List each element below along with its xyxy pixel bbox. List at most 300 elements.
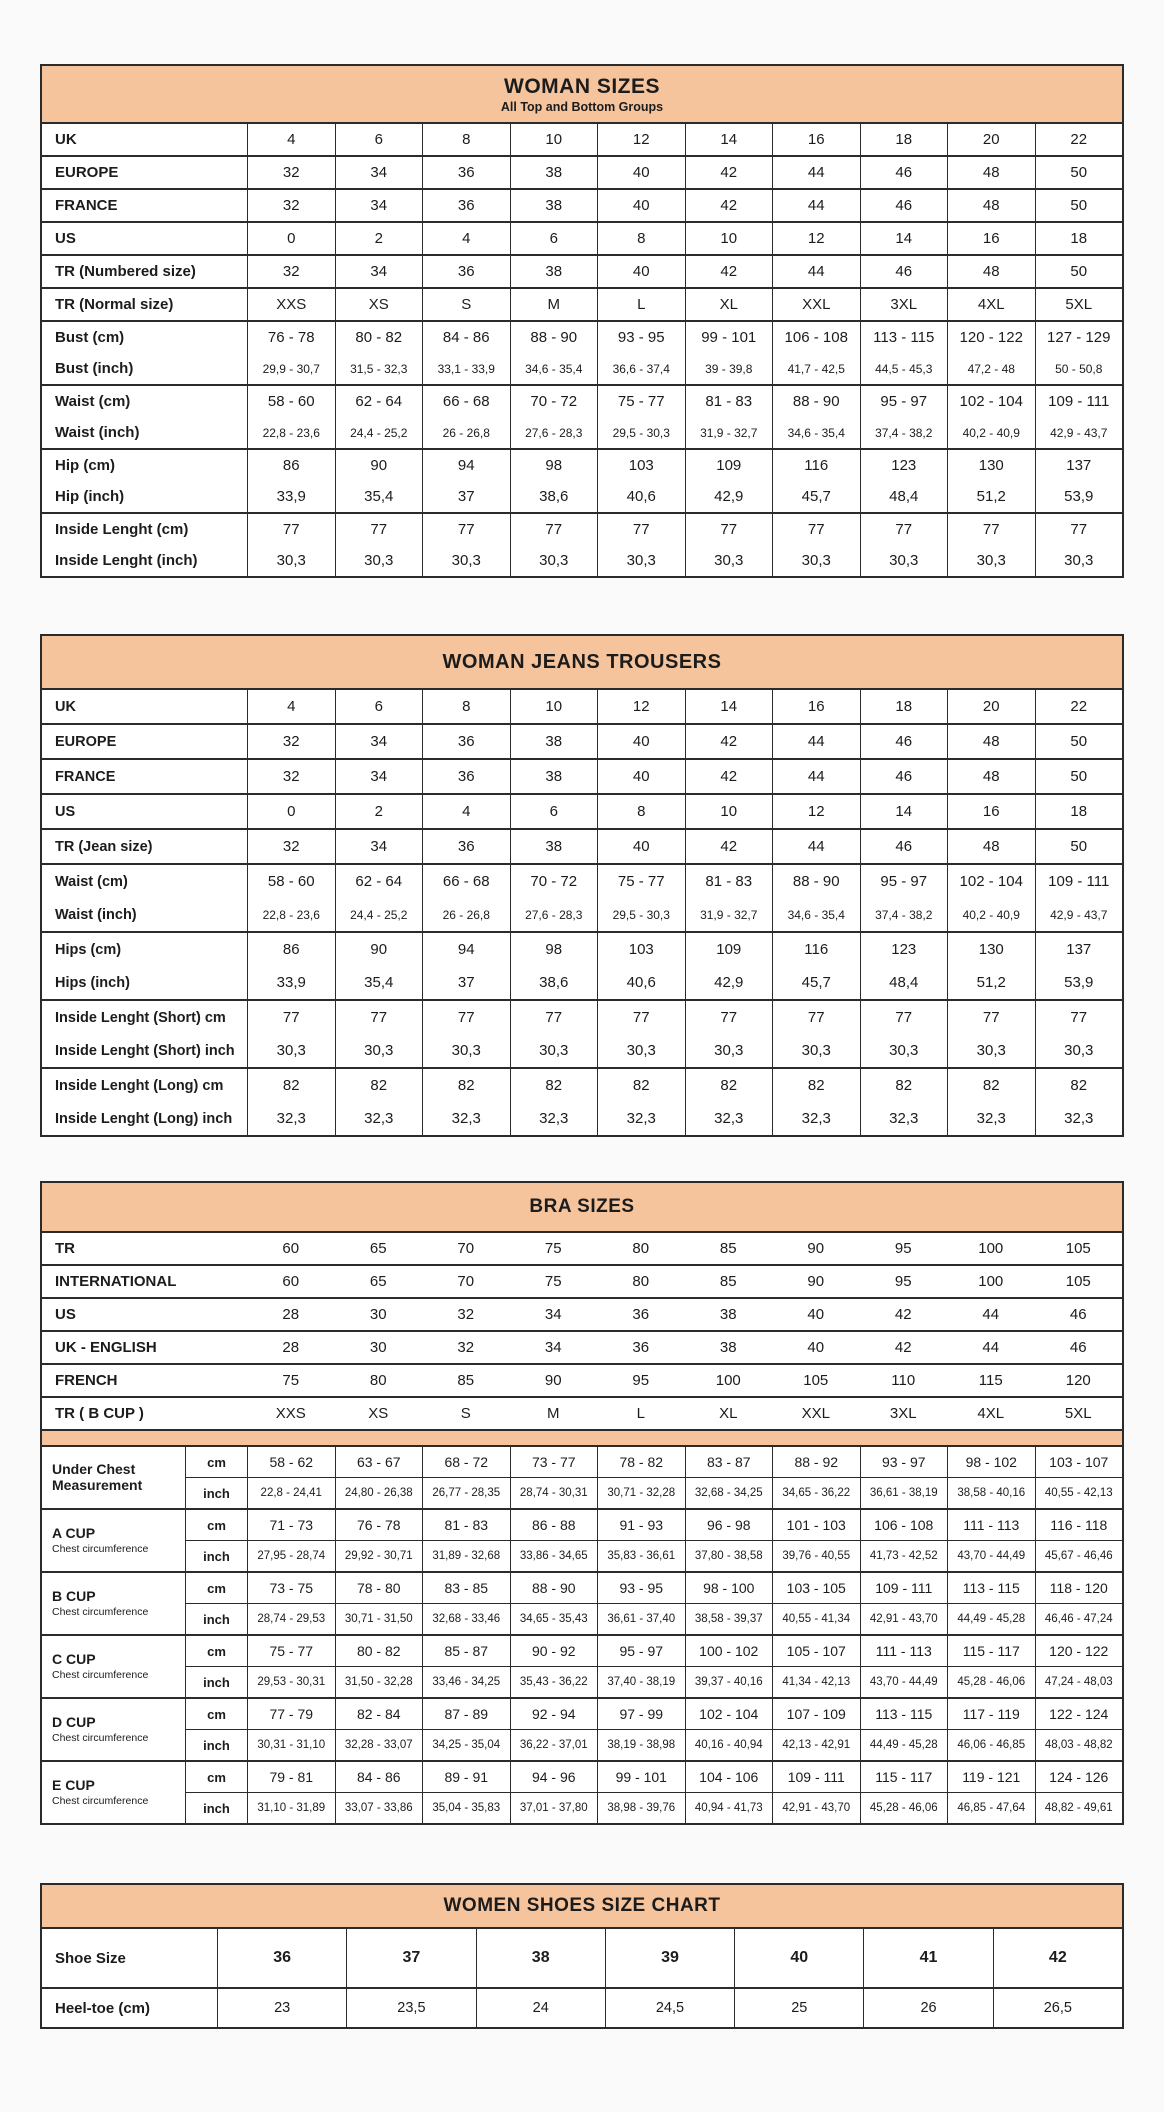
table-cell: 88 - 90 <box>510 322 598 353</box>
table-cell: 44 <box>772 725 860 758</box>
table-cell: XS <box>368 1405 389 1422</box>
row-label: Inside Lenght (inch) <box>55 552 198 569</box>
table-cell: 95 - 97 <box>597 1636 685 1666</box>
table-cell: 27,6 - 28,3 <box>510 417 598 448</box>
table-cell: 82 <box>947 1069 1035 1102</box>
table-cell: 45,28 - 46,06 <box>947 1667 1035 1697</box>
table-cell: 98 - 100 <box>685 1573 773 1603</box>
cup-label-text: D CUP <box>52 1714 96 1731</box>
table-row <box>42 254 1122 287</box>
unit-label: cm <box>185 1699 247 1729</box>
table-cell: 30 <box>369 1339 387 1356</box>
table-cell: 30,3 <box>860 545 948 576</box>
cup-group-label <box>42 1573 185 1634</box>
table-cell: 10 <box>685 795 773 828</box>
table-cell: 12 <box>597 690 685 723</box>
table-row <box>42 966 1122 999</box>
table-cell: 42 <box>685 256 773 287</box>
table-cell: 33,07 - 33,86 <box>335 1793 423 1823</box>
table-cell: XXL <box>801 1405 830 1422</box>
table-cell: 37,80 - 38,58 <box>685 1541 773 1571</box>
table-cell: 28,74 - 29,53 <box>247 1604 335 1634</box>
table-cell: 107 - 109 <box>772 1699 860 1729</box>
table-cell: 24,80 - 26,38 <box>335 1478 423 1508</box>
table-cell: 48 <box>947 760 1035 793</box>
table-cell: XL <box>685 289 773 320</box>
table-cell: 26 <box>863 1989 992 2027</box>
table-cell: 116 - 118 <box>1035 1510 1123 1540</box>
table-cell: 20 <box>947 690 1035 723</box>
table-cell: 109 - 111 <box>772 1762 860 1792</box>
table-cell: 123 <box>860 933 948 966</box>
table-cell: 32,3 <box>860 1102 948 1135</box>
table-cell: 83 - 85 <box>422 1573 510 1603</box>
table-cell: 46,06 - 46,85 <box>947 1730 1035 1760</box>
table-cell: M <box>547 1405 560 1422</box>
table-row <box>42 758 1122 793</box>
table-cell: 75 - 77 <box>597 865 685 898</box>
table-cell: 38 <box>510 256 598 287</box>
cup-label-text: B CUP <box>52 1588 96 1605</box>
bra-sizes-header <box>42 1183 1122 1233</box>
table-cell: 40 <box>807 1306 825 1323</box>
table-row <box>42 1102 1122 1135</box>
table-cell: 65 <box>369 1240 387 1257</box>
table-cell: 127 - 129 <box>1035 322 1123 353</box>
table-cell: 43,70 - 44,49 <box>947 1541 1035 1571</box>
table-cell: 40 <box>597 256 685 287</box>
table-cell: 85 <box>719 1240 737 1257</box>
table-cell: 77 <box>247 514 335 545</box>
table-cell: 98 <box>510 933 598 966</box>
table-cell: 42 <box>894 1339 912 1356</box>
table-cell: 94 <box>422 450 510 481</box>
table-cell: 105 <box>803 1372 829 1389</box>
table-cell: 30,71 - 31,50 <box>335 1604 423 1634</box>
table-cell: 6 <box>510 223 598 254</box>
table-cell: 98 <box>510 450 598 481</box>
table-cell: 32,68 - 34,25 <box>685 1478 773 1508</box>
table-cell: 12 <box>597 124 685 155</box>
table-cell: 51,2 <box>947 481 1035 512</box>
table-cell: 23 <box>217 1989 346 2027</box>
row-label: INTERNATIONAL <box>55 1273 177 1290</box>
table-cell: 44 <box>772 256 860 287</box>
table-cell: 30,3 <box>947 1034 1035 1067</box>
row-label: Shoe Size <box>55 1949 126 1967</box>
table-cell: 28 <box>282 1306 300 1323</box>
unit-label: inch <box>185 1730 247 1760</box>
table-cell: 77 <box>772 1001 860 1034</box>
table-cell: 48,82 - 49,61 <box>1035 1793 1123 1823</box>
table-cell: 6 <box>335 124 423 155</box>
table-cell: 38,6 <box>510 966 598 999</box>
table-cell: 32 <box>247 830 335 863</box>
table-cell: 50 - 50,8 <box>1035 353 1123 384</box>
table-cell: 84 - 86 <box>335 1762 423 1792</box>
table-cell: 77 <box>597 1001 685 1034</box>
unit-label: cm <box>185 1510 247 1540</box>
table-cell: 42 <box>685 725 773 758</box>
cup-row <box>185 1573 1122 1603</box>
table-cell: 30,3 <box>1035 1034 1123 1067</box>
table-cell: 39 - 39,8 <box>685 353 773 384</box>
table-row <box>42 221 1122 254</box>
table-cell: 89 - 91 <box>422 1762 510 1792</box>
table-cell: 4XL <box>947 289 1035 320</box>
bra-sizes-table-frame <box>40 1181 1124 1825</box>
table-title: BRA SIZES <box>529 1196 635 1217</box>
table-cell: 42,9 <box>685 966 773 999</box>
table-cell: 26,5 <box>993 1989 1122 2027</box>
cup-sublabel-text: Chest circumference <box>52 1605 149 1618</box>
table-cell: 39,76 - 40,55 <box>772 1541 860 1571</box>
cup-group-label <box>42 1636 185 1697</box>
table-cell: S <box>422 289 510 320</box>
table-cell: 34,65 - 36,22 <box>772 1478 860 1508</box>
table-cell: 77 <box>947 514 1035 545</box>
table-cell: 12 <box>772 223 860 254</box>
cup-row <box>185 1636 1122 1666</box>
table-cell: 85 - 87 <box>422 1636 510 1666</box>
table-cell: S <box>460 1405 471 1422</box>
table-cell: XL <box>719 1405 738 1422</box>
table-cell: 100 <box>978 1240 1004 1257</box>
cup-sublabel-text: Chest circumference <box>52 1542 149 1555</box>
table-cell: 50 <box>1035 830 1123 863</box>
table-cell: 41,34 - 42,13 <box>772 1667 860 1697</box>
table-cell: 26 - 26,8 <box>422 417 510 448</box>
table-cell: 26 - 26,8 <box>422 898 510 931</box>
table-cell: XXS <box>275 1405 306 1422</box>
row-label: FRENCH <box>55 1372 118 1389</box>
row-label: US <box>55 1306 76 1323</box>
table-cell: 77 <box>422 514 510 545</box>
size-chart-sheet <box>40 64 1124 2029</box>
women-shoes-size-table <box>40 1883 1124 2029</box>
table-cell: 26,77 - 28,35 <box>422 1478 510 1508</box>
table-cell: 38 <box>510 725 598 758</box>
table-row <box>42 448 1122 481</box>
table-cell: 10 <box>510 124 598 155</box>
table-cell: 82 <box>422 1069 510 1102</box>
cup-sublabel-text: Chest circumference <box>52 1794 149 1807</box>
table-cell: 58 - 62 <box>247 1447 335 1477</box>
table-cell: 36 <box>422 725 510 758</box>
table-title: WOMAN JEANS TROUSERS <box>442 650 722 673</box>
table-cell: 6 <box>335 690 423 723</box>
table-cell: 75 <box>544 1240 562 1257</box>
table-cell: 75 - 77 <box>247 1636 335 1666</box>
cup-row <box>185 1447 1122 1477</box>
cup-sublabel-text: Chest circumference <box>52 1731 149 1744</box>
cup-group <box>42 1760 1122 1823</box>
row-label: TR (Jean size) <box>55 838 153 855</box>
table-cell: 70 <box>457 1273 475 1290</box>
table-cell: 24,4 - 25,2 <box>335 898 423 931</box>
table-cell: 28,74 - 30,31 <box>510 1478 598 1508</box>
row-label: TR <box>55 1240 75 1257</box>
unit-label: inch <box>185 1667 247 1697</box>
table-cell: 46,46 - 47,24 <box>1035 1604 1123 1634</box>
unit-label: cm <box>185 1762 247 1792</box>
table-cell: 30,3 <box>772 1034 860 1067</box>
row-label: Inside Lenght (Long) inch <box>55 1110 233 1127</box>
table-cell: 137 <box>1035 933 1123 966</box>
cup-row <box>185 1510 1122 1540</box>
table-cell: 120 <box>1065 1372 1091 1389</box>
cup-row <box>185 1729 1122 1760</box>
table-cell: 70 <box>457 1240 475 1257</box>
table-cell: 75 - 77 <box>597 386 685 417</box>
table-row <box>42 1929 1122 1987</box>
table-cell: 10 <box>685 223 773 254</box>
table-cell: XXL <box>772 289 860 320</box>
table-cell: 30,3 <box>685 545 773 576</box>
peach-separator-band <box>42 1429 1122 1445</box>
table-cell: 33,9 <box>247 481 335 512</box>
table-row <box>42 999 1122 1034</box>
table-cell: 82 <box>335 1069 423 1102</box>
table-cell: 58 - 60 <box>247 865 335 898</box>
table-cell: 77 - 79 <box>247 1699 335 1729</box>
table-cell: 30,3 <box>597 545 685 576</box>
table-cell: 42 <box>993 1929 1122 1987</box>
table-cell: 29,92 - 30,71 <box>335 1541 423 1571</box>
table-cell: 22 <box>1035 690 1123 723</box>
table-cell: 30,31 - 31,10 <box>247 1730 335 1760</box>
table-cell: 46 <box>1069 1306 1087 1323</box>
cup-group-label <box>42 1510 185 1571</box>
table-cell: 33,1 - 33,9 <box>422 353 510 384</box>
table-cell: 100 <box>715 1372 741 1389</box>
table-cell: 36,6 - 37,4 <box>597 353 685 384</box>
table-cell: 34 <box>335 190 423 221</box>
table-cell: 90 <box>335 933 423 966</box>
row-label: Hip (cm) <box>55 457 115 474</box>
table-cell: 38,98 - 39,76 <box>597 1793 685 1823</box>
table-cell: XXS <box>247 289 335 320</box>
table-cell: 34,6 - 35,4 <box>772 898 860 931</box>
table-cell: 113 - 115 <box>860 322 948 353</box>
table-cell: 103 <box>597 450 685 481</box>
table-cell: 119 - 121 <box>947 1762 1035 1792</box>
table-cell: 42 <box>685 760 773 793</box>
table-cell: 34 <box>335 725 423 758</box>
table-cell: 32,3 <box>947 1102 1035 1135</box>
table-cell: 36,22 - 37,01 <box>510 1730 598 1760</box>
table-cell: 93 - 95 <box>597 1573 685 1603</box>
table-cell: 40 <box>734 1929 863 1987</box>
table-cell: 40 <box>597 190 685 221</box>
table-cell: 137 <box>1035 450 1123 481</box>
table-row <box>42 353 1122 384</box>
table-cell: 70 - 72 <box>510 386 598 417</box>
table-cell: 106 - 108 <box>860 1510 948 1540</box>
table-cell: 30,3 <box>335 1034 423 1067</box>
table-cell: 8 <box>597 795 685 828</box>
table-cell: 50 <box>1035 760 1123 793</box>
cup-group <box>42 1571 1122 1634</box>
row-label: UK - ENGLISH <box>55 1339 157 1356</box>
table-row <box>42 287 1122 320</box>
table-cell: 46 <box>860 760 948 793</box>
table-cell: 77 <box>685 514 773 545</box>
table-cell: 105 <box>1065 1240 1091 1257</box>
table-row <box>42 1987 1122 2027</box>
table-row <box>42 1363 1122 1396</box>
table-cell: 44,49 - 45,28 <box>860 1730 948 1760</box>
table-cell: 76 - 78 <box>247 322 335 353</box>
table-cell: 36 <box>422 190 510 221</box>
table-cell: 77 <box>247 1001 335 1034</box>
table-cell: 50 <box>1035 256 1123 287</box>
table-cell: 42,91 - 43,70 <box>772 1793 860 1823</box>
cup-row <box>185 1666 1122 1697</box>
shoes-body <box>42 1929 1122 2027</box>
table-cell: 38 <box>719 1306 737 1323</box>
table-cell: 109 <box>685 933 773 966</box>
table-row <box>42 545 1122 576</box>
cup-group-rows <box>185 1762 1122 1823</box>
table-cell: 16 <box>947 795 1035 828</box>
woman-sizes-table <box>40 64 1124 578</box>
table-cell: 22,8 - 23,6 <box>247 898 335 931</box>
table-cell: 18 <box>1035 223 1123 254</box>
table-cell: 77 <box>335 1001 423 1034</box>
woman-jeans-header <box>42 636 1122 690</box>
table-cell: 40 <box>597 725 685 758</box>
table-cell: 48 <box>947 190 1035 221</box>
table-cell: 111 - 113 <box>947 1510 1035 1540</box>
table-cell: 46 <box>860 157 948 188</box>
table-cell: 14 <box>685 124 773 155</box>
table-row <box>42 512 1122 545</box>
table-cell: 44 <box>772 830 860 863</box>
table-cell: 81 - 83 <box>685 386 773 417</box>
unit-label: cm <box>185 1447 247 1477</box>
table-cell: 45,7 <box>772 481 860 512</box>
table-cell: 35,43 - 36,22 <box>510 1667 598 1697</box>
cup-group-rows <box>185 1447 1122 1508</box>
table-cell: 116 <box>772 933 860 966</box>
table-row <box>42 931 1122 966</box>
table-cell: 30,3 <box>597 1034 685 1067</box>
table-cell: 32,3 <box>685 1102 773 1135</box>
table-cell: 113 - 115 <box>947 1573 1035 1603</box>
table-cell: 45,67 - 46,46 <box>1035 1541 1123 1571</box>
row-label: Waist (cm) <box>55 393 131 410</box>
table-cell: 66 - 68 <box>422 386 510 417</box>
row-label: TR ( B CUP ) <box>55 1405 144 1422</box>
table-cell: 94 <box>422 933 510 966</box>
table-cell: 77 <box>947 1001 1035 1034</box>
table-cell: 103 <box>597 933 685 966</box>
table-cell: 38,58 - 39,37 <box>685 1604 773 1634</box>
table-cell: 16 <box>772 124 860 155</box>
table-row <box>42 320 1122 353</box>
table-cell: 41,73 - 42,52 <box>860 1541 948 1571</box>
cup-sublabel-text: Chest circumference <box>52 1668 149 1681</box>
table-cell: 97 - 99 <box>597 1699 685 1729</box>
bra-sizes-body <box>42 1233 1122 1429</box>
table-cell: 20 <box>947 124 1035 155</box>
row-label: Bust (inch) <box>55 360 134 377</box>
table-cell: 77 <box>597 514 685 545</box>
table-cell: 40,6 <box>597 481 685 512</box>
table-cell: 36,61 - 37,40 <box>597 1604 685 1634</box>
cup-label-text: C CUP <box>52 1651 96 1668</box>
table-cell: 5XL <box>1064 1405 1092 1422</box>
table-cell: 43,70 - 44,49 <box>860 1667 948 1697</box>
table-cell: 32 <box>457 1306 475 1323</box>
table-cell: 38 <box>510 760 598 793</box>
table-cell: 40 <box>807 1339 825 1356</box>
table-cell: 87 - 89 <box>422 1699 510 1729</box>
table-cell: 51,2 <box>947 966 1035 999</box>
table-cell: 48 <box>947 256 1035 287</box>
table-row <box>42 124 1122 155</box>
table-cell: 94 - 96 <box>510 1762 598 1792</box>
table-cell: 29,9 - 30,7 <box>247 353 335 384</box>
table-row <box>42 481 1122 512</box>
table-cell: 32 <box>247 157 335 188</box>
table-cell: 24,5 <box>605 1989 734 2027</box>
table-cell: 30,3 <box>772 545 860 576</box>
row-label: Hips (inch) <box>55 974 130 991</box>
table-cell: 116 <box>772 450 860 481</box>
table-cell: 38,19 - 38,98 <box>597 1730 685 1760</box>
table-cell: 99 - 101 <box>597 1762 685 1792</box>
table-cell: 82 <box>772 1069 860 1102</box>
table-cell: 100 <box>978 1273 1004 1290</box>
row-label: Bust (cm) <box>55 329 125 346</box>
table-cell: 73 - 75 <box>247 1573 335 1603</box>
table-cell: 106 - 108 <box>772 322 860 353</box>
table-cell: 27,6 - 28,3 <box>510 898 598 931</box>
table-cell: 75 <box>544 1273 562 1290</box>
table-cell: 120 - 122 <box>947 322 1035 353</box>
woman-sizes-body <box>42 124 1122 576</box>
table-cell: 12 <box>772 795 860 828</box>
row-label: EUROPE <box>55 164 119 181</box>
table-cell: 33,86 - 34,65 <box>510 1541 598 1571</box>
table-cell: 98 - 102 <box>947 1447 1035 1477</box>
table-cell: 102 - 104 <box>685 1699 773 1729</box>
unit-label: inch <box>185 1478 247 1508</box>
table-row <box>42 863 1122 898</box>
table-cell: 28 <box>282 1339 300 1356</box>
table-cell: 2 <box>335 223 423 254</box>
table-cell: 82 <box>510 1069 598 1102</box>
row-label: FRANCE <box>55 197 118 214</box>
table-row <box>42 155 1122 188</box>
cup-row <box>185 1540 1122 1571</box>
table-cell: 115 - 117 <box>947 1636 1035 1666</box>
table-row <box>42 1233 1122 1264</box>
unit-label: inch <box>185 1604 247 1634</box>
cup-group <box>42 1447 1122 1508</box>
table-cell: 65 <box>369 1273 387 1290</box>
table-cell: 31,10 - 31,89 <box>247 1793 335 1823</box>
table-cell: 34 <box>335 830 423 863</box>
table-cell: 18 <box>860 690 948 723</box>
table-cell: 53,9 <box>1035 481 1123 512</box>
table-cell: L <box>597 289 685 320</box>
table-row <box>42 1264 1122 1297</box>
table-cell: 85 <box>457 1372 475 1389</box>
table-row <box>42 793 1122 828</box>
